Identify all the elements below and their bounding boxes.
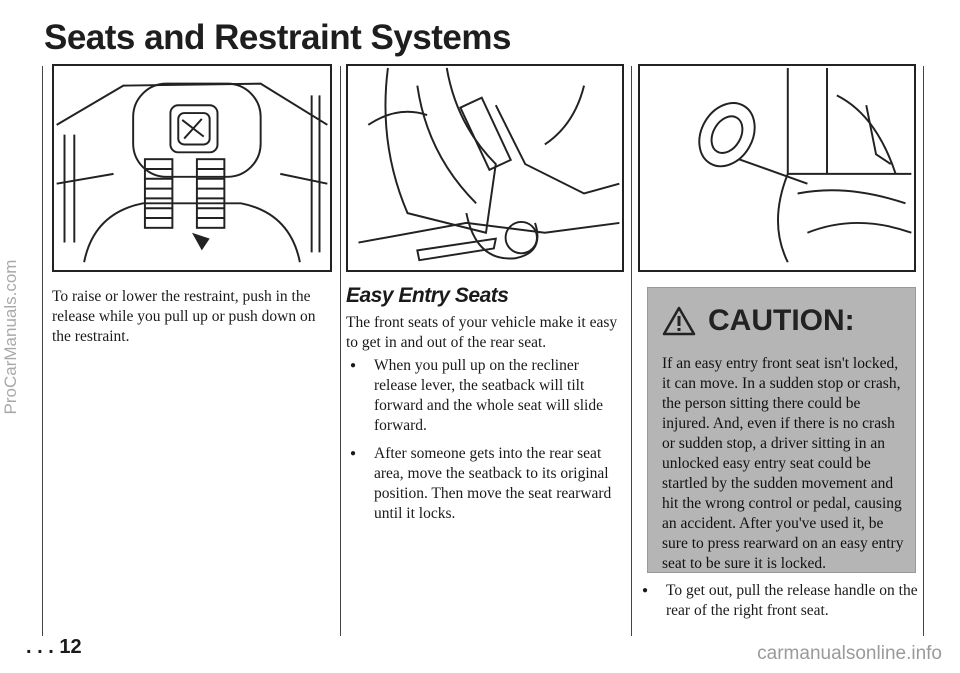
caution-header bbox=[662, 304, 855, 338]
release-handle-drawing bbox=[640, 66, 914, 270]
restraint-instructions: To raise or lower the restraint, push in the release while you pull up or push down on the restraint. bbox=[52, 288, 316, 345]
easy-entry-bullet-list bbox=[346, 356, 624, 532]
column-rule-left bbox=[42, 66, 43, 636]
column-rule-far-right bbox=[923, 66, 924, 636]
list-item: ● When you pull up on the recliner release lever, the seatback will tilt forward and the whole seat will slide forward. bbox=[346, 356, 624, 436]
easy-entry-intro: The front seats of your vehicle make it easy to get in and out of the rear seat. bbox=[346, 314, 618, 351]
column-rule-right bbox=[631, 66, 632, 636]
bottom-watermark: carmanualsonline.info bbox=[757, 643, 942, 664]
easy-entry-heading: Easy Entry Seats bbox=[346, 284, 509, 307]
list-item: ● After someone gets into the rear seat area, move the seatback to its original position. Then move the seat rearward until it locks. bbox=[346, 444, 624, 524]
caution-title: CAUTION: bbox=[708, 304, 855, 337]
side-watermark-text: ProCarManuals.com bbox=[1, 259, 20, 414]
exit-bullet-list bbox=[638, 581, 918, 629]
list-item: ● To get out, pull the release handle on the rear of the right front seat. bbox=[638, 581, 918, 621]
caution-text: If an easy entry front seat isn't locked, it can move. In a sudden stop or crash, the person sitting there could be injured. And, even if there is no crash or sudden stop, a driver sitting in an unlocked easy entry seat could be startled by the sudden movement and hit the wrong control or pedal, causing an accident. After you've used it, be sure to press rearward on an easy entry seat to be sure it is locked. bbox=[662, 355, 904, 572]
recliner-lever-drawing bbox=[348, 66, 622, 270]
release-handle-illustration bbox=[638, 64, 916, 272]
caution-box bbox=[647, 287, 916, 573]
page-title: Seats and Restraint Systems bbox=[44, 18, 511, 57]
head-restraint-drawing bbox=[54, 66, 330, 270]
column-rule-middle bbox=[340, 66, 341, 636]
warning-triangle-icon bbox=[662, 306, 696, 336]
side-watermark bbox=[0, 0, 24, 673]
head-restraint-illustration bbox=[52, 64, 332, 272]
recliner-lever-illustration bbox=[346, 64, 624, 272]
page-number: . . . 12 bbox=[26, 636, 82, 658]
